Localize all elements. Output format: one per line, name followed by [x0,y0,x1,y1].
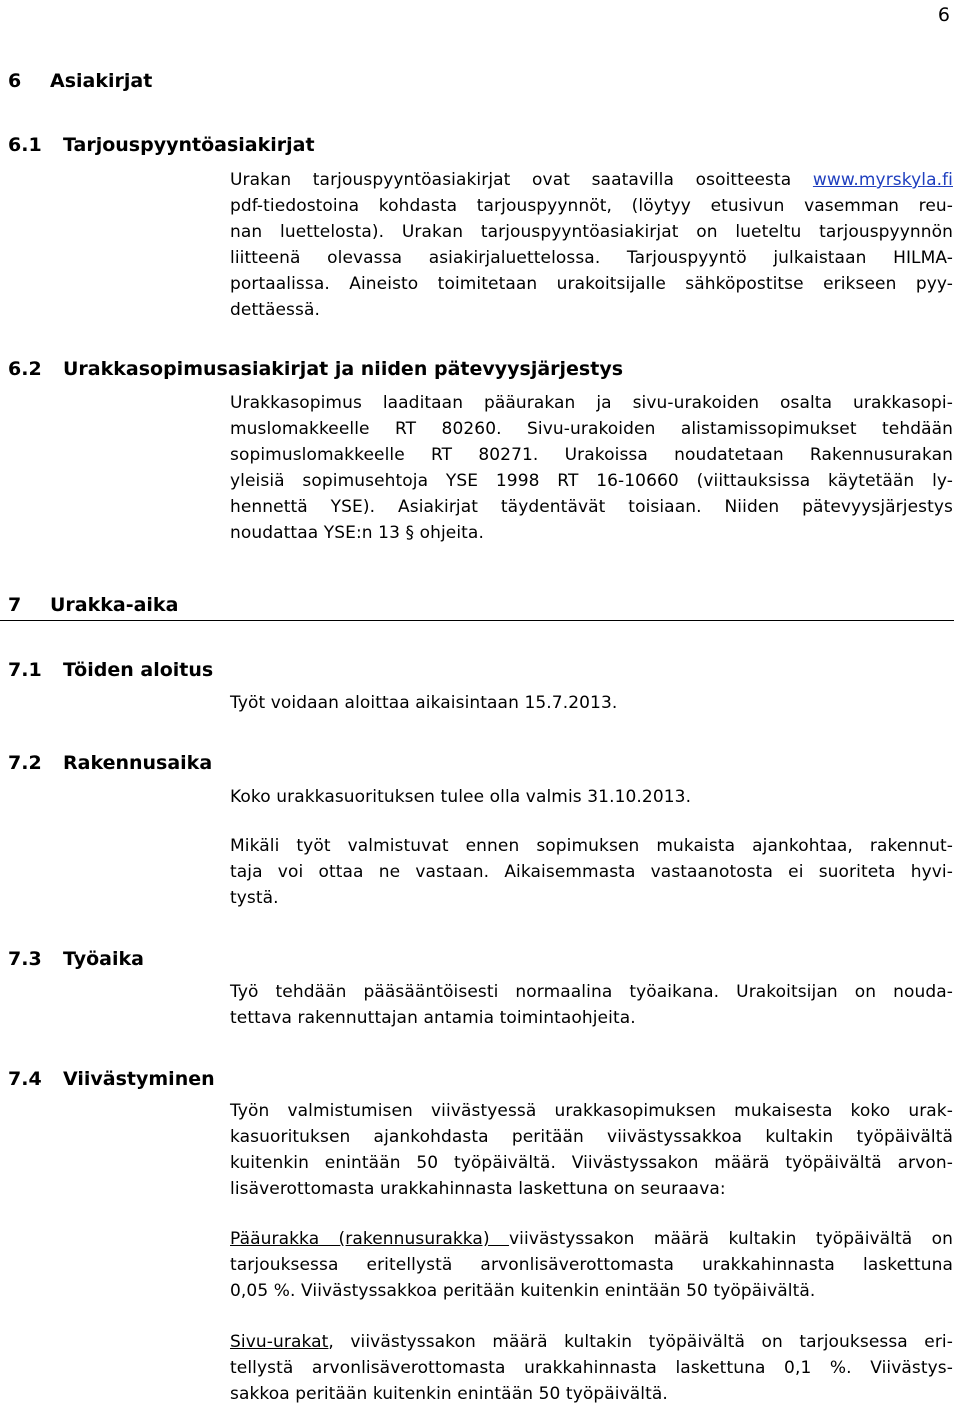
text-line: sakkoa peritään kuitenkin enintään 50 työpäivältä. [230,1384,668,1404]
text-line: Urakkasopimus laaditaan pääurakan ja sivu-urakoiden osalta urakkasopi- [230,393,953,413]
heading-section-7 [8,592,179,618]
text-line: pdf-tiedostoina kohdasta tarjouspyynnöt, (löytyy etusivun vasemman reu- [230,196,953,216]
heading-section-7-3 [8,946,144,972]
text-line: kuitenkin enintään 50 työpäivältä. Viivästyssakon määrä työpäivältä arvon- [230,1153,953,1173]
heading-section-7-2 [8,750,213,776]
paragraph-contract-documents [230,390,953,546]
text-line: Sivu-urakat, viivästyssakon määrä kultakin työpäivältä on tarjouksessa eri- [230,1332,953,1352]
paragraph-construction-time [230,784,953,810]
text-line: nan luettelosta). Urakan tarjouspyyntöasiakirjat on lueteltu tarjouspyynnön [230,222,953,242]
paragraph-early-completion [230,833,953,911]
paragraph-working-hours [230,979,953,1031]
text-line: taja voi ottaa ne vastaan. Aikaisemmasta vastaanotosta ei suoriteta hyvi- [230,862,953,882]
heading-title: Töiden aloitus [63,659,214,681]
heading-title: Urakka-aika [50,594,179,616]
heading-number: 6 [8,70,22,92]
text-line: sopimuslomakkeelle RT 80271. Urakoissa noudatetaan Rakennusurakan [230,445,953,465]
heading-title: Urakkasopimusasiakirjat ja niiden pätevyysjärjestys [63,358,624,380]
heading-section-6 [8,68,153,94]
heading-title: Asiakirjat [50,70,153,92]
heading-title: Tarjouspyyntöasiakirjat [63,134,315,156]
text-line: Työ tehdään pääsääntöisesti normaalina työaikana. Urakoitsijan on nouda- [230,982,953,1002]
text-line: Työn valmistumisen viivästyessä urakkasopimuksen mukaisesta koko urak- [230,1101,953,1121]
underlined-term: Sivu-urakat [230,1332,329,1352]
text-line: tellystä arvonlisäverottomasta urakkahinnasta laskettuna 0,1 %. Viivästys- [230,1358,953,1378]
paragraph-tender-documents [230,167,953,323]
heading-number: 7.3 [8,948,42,970]
text-line: hennettä YSE). Asiakirjat täydentävät toisiaan. Niiden pätevyysjärjestys [230,497,953,517]
paragraph-start-of-work [230,690,953,716]
page-number: 6 [937,4,950,26]
text-line: Koko urakkasuorituksen tulee olla valmis 31.10.2013. [230,787,692,807]
heading-number: 6.1 [8,134,42,156]
text-line: tarjouksessa eritellystä arvonlisäverottomasta urakkahinnasta laskettuna [230,1255,953,1275]
text-line: tettava rakennuttajan antamia toimintaohjeita. [230,1008,636,1028]
text-line: yleisiä sopimusehtoja YSE 1998 RT 16-10660 (viittauksissa käytetään ly- [230,471,953,491]
text-line: kasuorituksen ajankohdasta peritään viivästyssakkoa kultakin työpäivältä [230,1127,953,1147]
paragraph-main-contract-penalty [230,1226,953,1304]
paragraph-side-contract-penalty [230,1329,953,1407]
underlined-term: Pääurakka (rakennusurakka) [230,1229,510,1249]
paragraph-delay-penalty [230,1098,953,1202]
heading-section-6-2 [8,356,624,382]
text-line: Työt voidaan aloittaa aikaisintaan 15.7.2013. [230,693,618,713]
heading-section-6-1 [8,132,315,158]
heading-number: 7.1 [8,659,42,681]
heading-number: 7.4 [8,1068,42,1090]
heading-number: 7 [8,594,22,616]
text-line: Urakan tarjouspyyntöasiakirjat ovat saatavilla osoitteesta www.myrskyla.fi [230,170,953,190]
text-line: 0,05 %. Viivästyssakkoa peritään kuitenkin enintään 50 työpäivältä. [230,1281,816,1301]
heading-number: 6.2 [8,358,42,380]
heading-title: Viivästyminen [63,1068,215,1090]
text-line: Mikäli työt valmistuvat ennen sopimuksen mukaista ajankohtaa, rakennut- [230,836,953,856]
text-line: dettäessä. [230,300,320,320]
text-line: liitteenä olevassa asiakirjaluettelossa. Tarjouspyyntö julkaistaan HILMA- [230,248,953,268]
text-line: lisäverottomasta urakkahinnasta laskettuna on seuraava: [230,1179,726,1199]
text-line: tystä. [230,888,279,908]
website-link[interactable]: www.myrskyla.fi [812,170,953,190]
text-line: Pääurakka (rakennusurakka) viivästyssakon määrä kultakin työpäivältä on [230,1229,953,1249]
text-line: noudattaa YSE:n 13 § ohjeita. [230,523,484,543]
heading-title: Työaika [63,948,144,970]
text-line: muslomakkeelle RT 80260. Sivu-urakoiden alistamissopimukset tehdään [230,419,953,439]
heading-number: 7.2 [8,752,42,774]
heading-section-7-1 [8,657,214,683]
text-line: portaalissa. Aineisto toimitetaan urakoitsijalle sähköpostitse erikseen pyy- [230,274,953,294]
heading-section-7-4 [8,1066,215,1092]
heading-title: Rakennusaika [63,752,213,774]
